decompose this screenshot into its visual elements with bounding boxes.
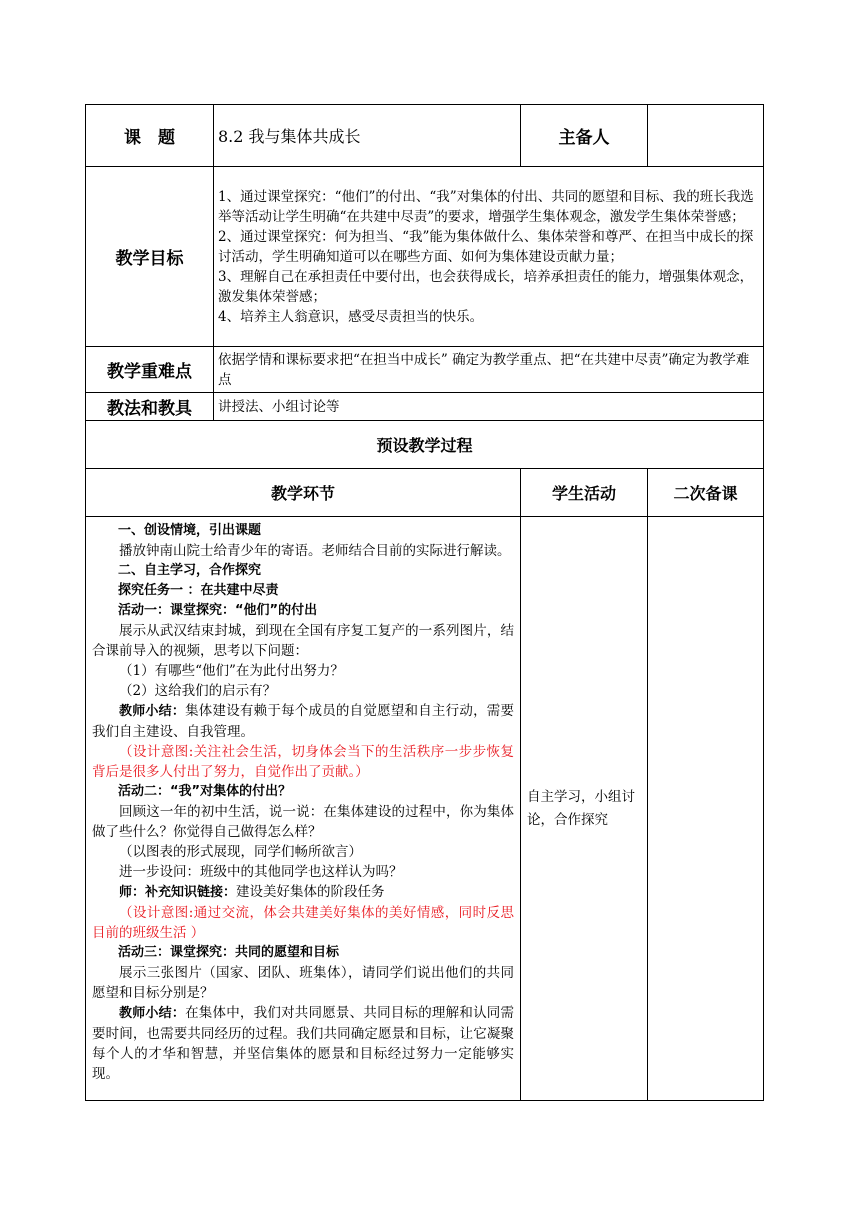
supplementary-label: 师：补充知识链接： [119,885,237,900]
process-title: 预设教学过程 [376,436,473,455]
teacher-summary-3-text: 在集体中，我们对共同愿景、共同目标的理解和认同需要时间，也需要共同经历的过程。我们共同确定愿景和目标，让它凝聚每个人的才华和智慧，并坚信集体的愿景和目标经过努力一定能够实现。 [92,1005,514,1082]
methods-label: 教法和教具 [107,399,192,419]
activity-2-note: （以图表的形式展现，同学们畅所欲言） [119,844,362,860]
topic-value: 8.2 我与集体共成长 [218,127,361,146]
second-prep-cell [648,517,764,1101]
second-header: 二次备课 [673,484,738,503]
key-points-label-cell [86,347,214,393]
objectives-row [86,167,764,347]
activity-1-question-1: （1）有哪些“他们”在为此付出努力？ [119,663,344,679]
teacher-summary-1 [92,701,514,742]
key-points-text: 依据学情和课标要求把“在担当中成长” 确定为教学重点、把“在共建中尽责”确定为教学难点 [218,351,750,388]
supplementary-text: 建设美好集体的阶段任务 [236,884,385,900]
methods-text: 讲授法、小组讨论等 [218,398,340,415]
process-title-row [86,421,764,469]
objectives-content-cell [214,167,764,347]
teacher-summary-3-label: 教师小结： [119,1006,186,1021]
objective-item: 4、培养主人翁意识，感受尽责担当的快乐。 [218,308,484,325]
lesson-plan-table [85,104,764,1101]
process-content-cell [86,517,521,1101]
teacher-summary-1-label: 教师小结： [119,704,186,719]
activity-3-text: 展示三张图片（国家、团队、班集体），请同学们说出他们的共同愿望和目标分别是？ [92,965,514,1001]
activity-3-title: 活动三：课堂探究：共同的愿望和目标 [118,945,340,960]
section-1-title: 一、创设情境，引出课题 [118,523,262,538]
objective-item: 2、通过课堂探究：何为担当、“我”能为集体做什么、集体荣誉和尊严、在担当中成长的探讨活动，学生明确知道可以在哪些方面、如何为集体建设贡献力量； [218,228,754,265]
student-activity-cell [521,517,648,1101]
section-2-title: 二、自主学习，合作探究 [118,563,262,578]
key-points-row [86,347,764,393]
task-1-title: 探究任务一 ：在共建中尽责 [118,583,279,598]
methods-label-cell [86,393,214,421]
objective-item: 1、通过课堂探究：“他们”的付出、“我”对集体的付出、共同的愿望和目标、我的班长我选举等活动让学生明确“在共建中尽责”的要求，增强学生集体观念，激发学生集体荣誉感； [218,188,754,225]
lead-preparer-value-cell [648,105,764,167]
teacher-summary-3 [92,1003,514,1084]
process-title-cell [86,421,764,469]
lead-preparer-label: 主备人 [558,128,610,148]
topic-label: 课 题 [124,128,175,148]
topic-label-cell [86,105,214,167]
objectives-label: 教学目标 [115,249,184,269]
key-points-content-cell [214,347,764,393]
supplementary-link [92,882,514,903]
activity-2-question: 进一步设问：班级中的其他同学也这样认为吗？ [119,864,403,880]
design-intent-1: （设计意图:关注社会生活，切身体会当下的生活秩序一步步恢复背后是很多人付出了努力，自觉作出了贡献。） [92,744,514,780]
activity-2-text: 回顾这一年的初中生活，说一说：在集体建设的过程中，你为集体做了些什么？你觉得自己做得怎么样？ [92,804,514,840]
topic-row [86,105,764,167]
objectives-label-cell [86,167,214,347]
activity-1-question-2: （2）这给我们的启示有？ [119,683,277,699]
methods-content-cell [214,393,764,421]
teaching-header: 教学环节 [270,484,335,503]
design-intent-2: （设计意图:通过交流，体会共建美好集体的美好情感，同时反思目前的班级生活 ） [92,905,514,941]
lead-preparer-label-cell [521,105,648,167]
objective-item: 3、理解自己在承担责任中要付出，也会获得成长，培养承担责任的能力，增强集体观念，激发集体荣誉感； [218,268,754,305]
student-header-cell [521,469,648,517]
activity-2-title: 活动二：“我”对集体的付出？ [118,784,292,799]
activity-1-text: 展示从武汉结束封城，到现在全国有序复工复产的一系列图片，结合课前导入的视频，思考以下问题： [92,623,514,659]
teacher-summary-1-text: 集体建设有赖于每个成员的自觉愿望和自主行动，需要我们自主建设、自我管理。 [92,703,514,740]
key-points-label: 教学重难点 [107,362,192,382]
student-header: 学生活动 [551,484,616,503]
teaching-header-cell [86,469,521,517]
activity-1-title: 活动一：课堂探究：“他们”的付出 [118,603,318,618]
column-header-row [86,469,764,517]
second-header-cell [648,469,764,517]
process-content-row [86,517,764,1101]
methods-row [86,393,764,421]
section-1-text: 播放钟南山院士给青少年的寄语。老师结合目前的实际进行解读。 [119,543,511,559]
topic-value-cell [214,105,521,167]
student-activity-text: 自主学习，小组讨论，合作探究 [527,788,635,828]
